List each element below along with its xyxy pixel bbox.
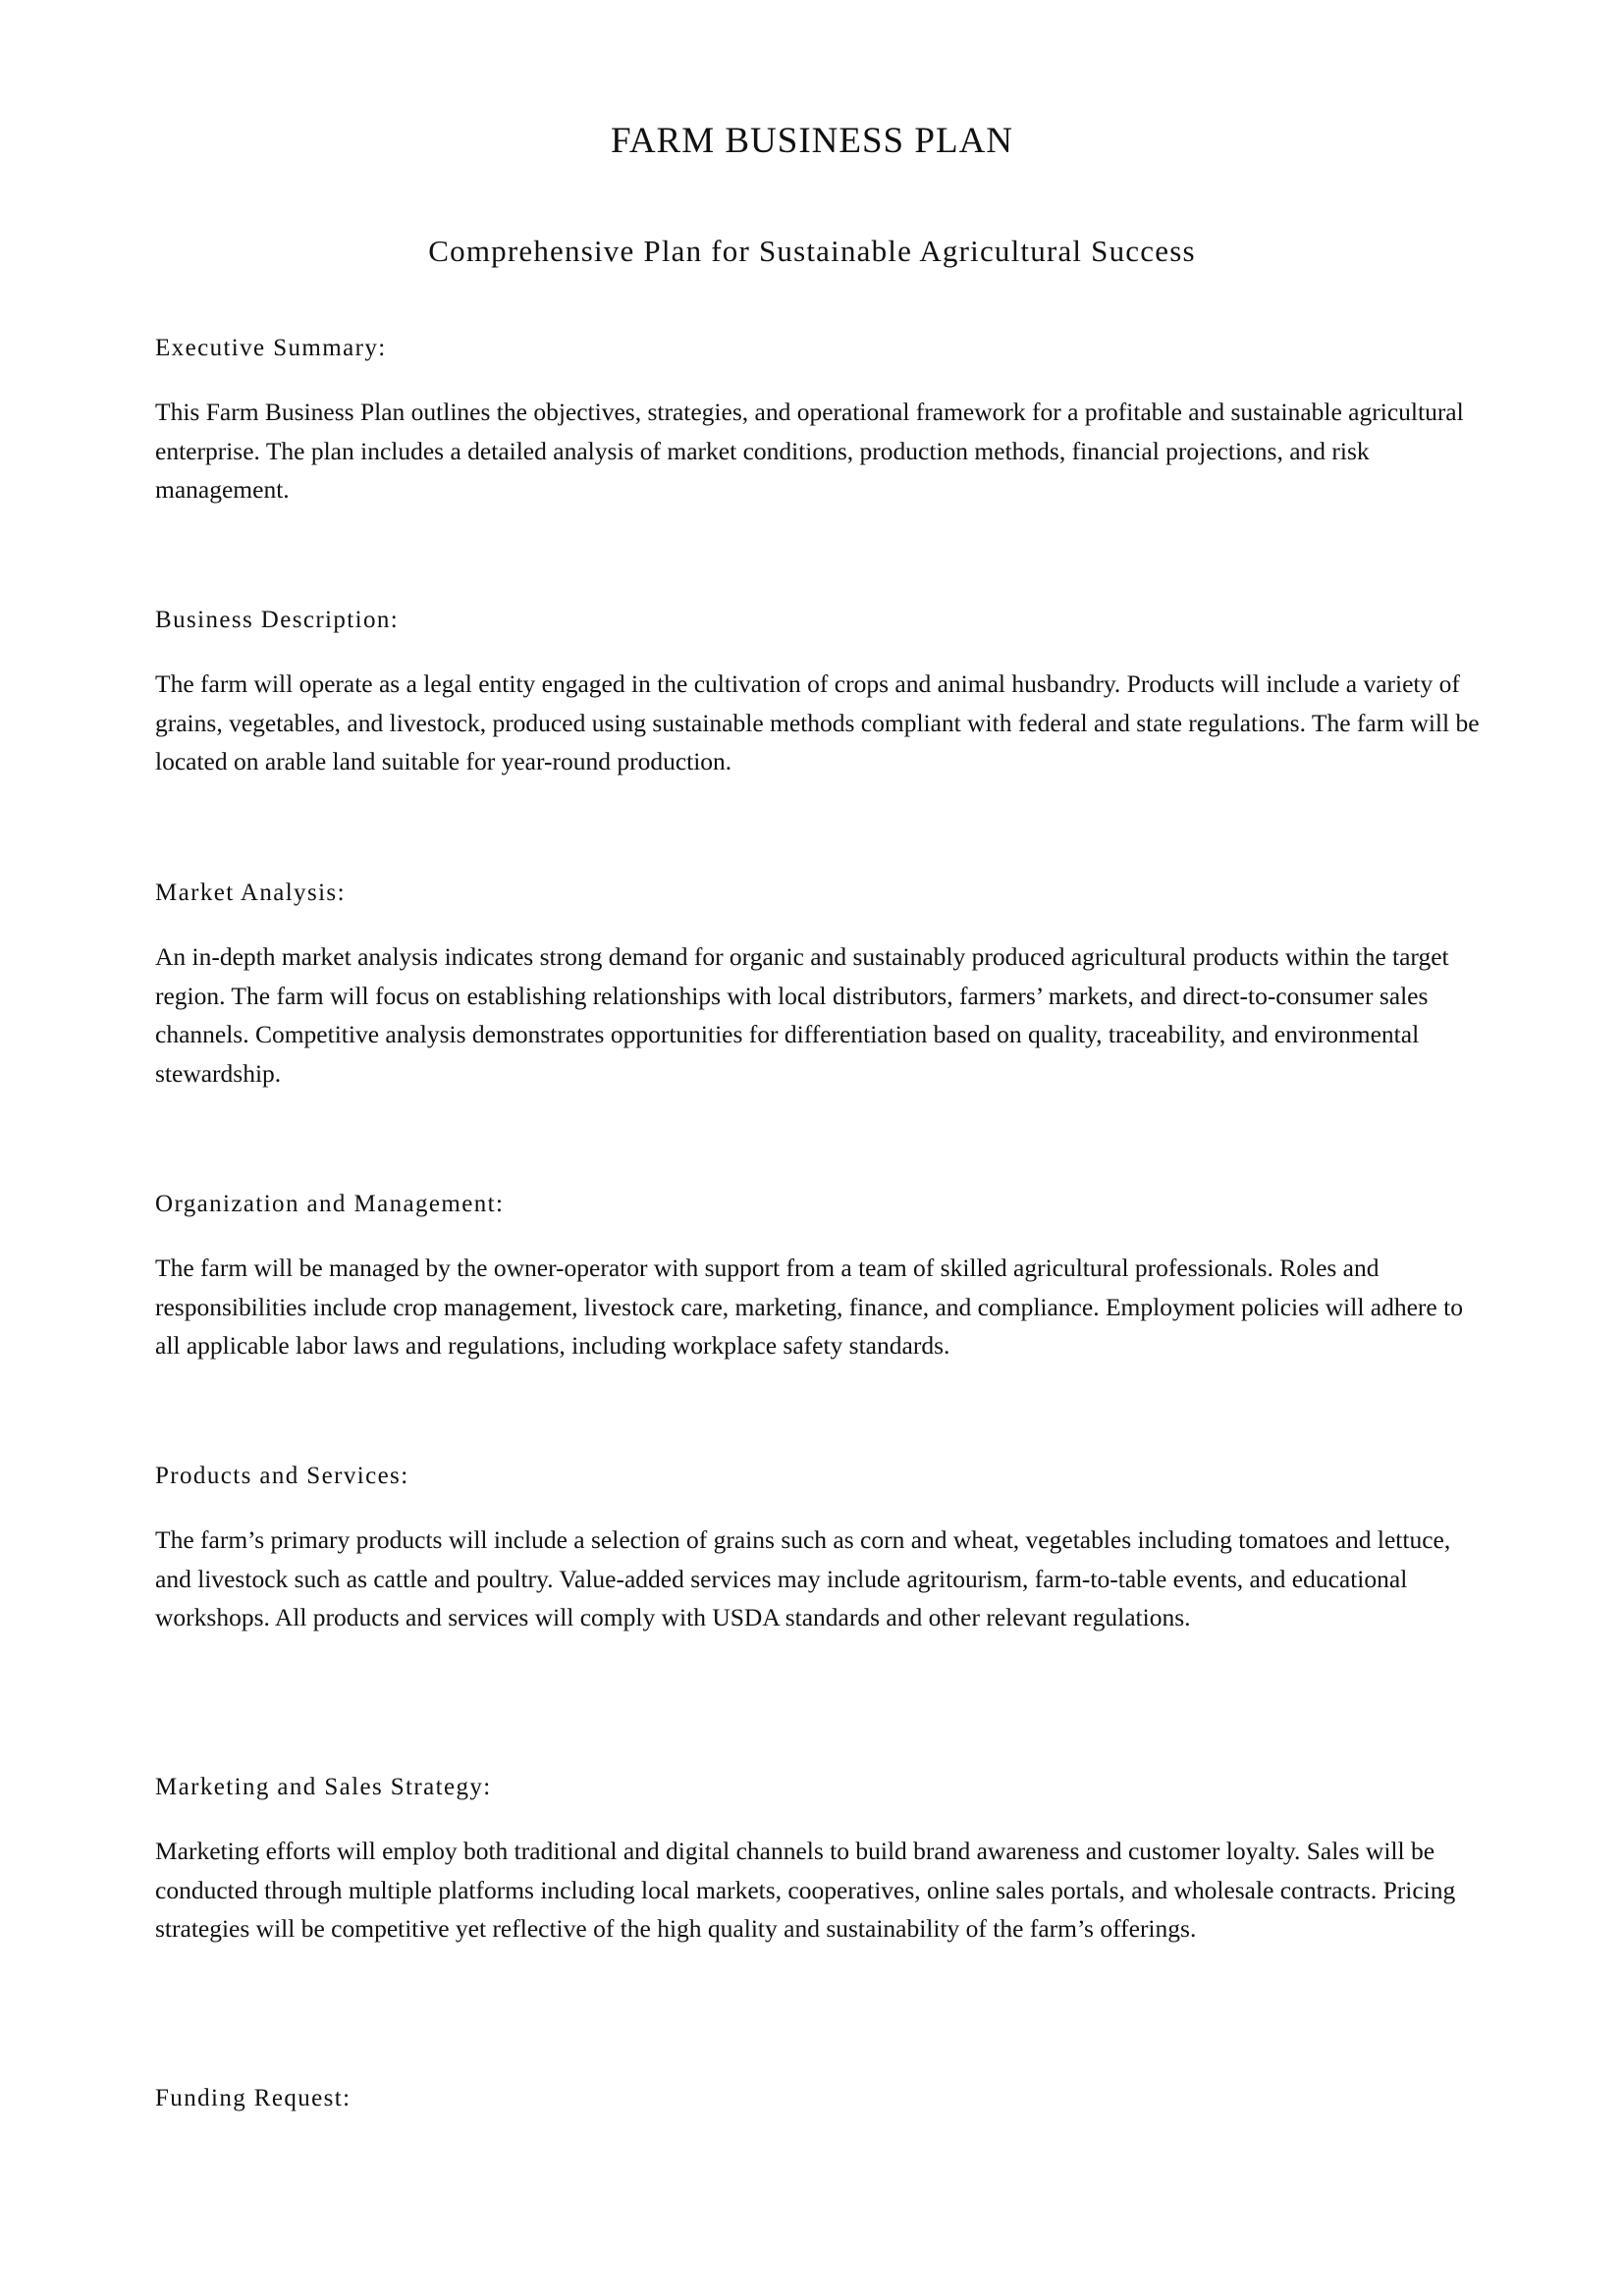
section-funding-request bbox=[155, 2084, 1490, 2143]
section-heading: Business Description: bbox=[155, 607, 400, 633]
section-heading: Funding Request: bbox=[155, 2085, 352, 2111]
document-title: FARM BUSINESS PLAN bbox=[610, 121, 1014, 161]
section-executive-summary bbox=[155, 334, 1490, 509]
section-market-analysis bbox=[155, 879, 1490, 1093]
section-heading: Market Analysis: bbox=[155, 880, 346, 906]
section-body: This Farm Business Plan outlines the objectives, strategies, and operational framework for a profitable and sustainable agricultural enterprise. The plan includes a detailed analysis of market conditions, production methods, financial projections, and risk management. bbox=[155, 398, 1464, 504]
section-body: The farm’s primary products will include a selection of grains such as corn and wheat, vegetables including tomatoes and lettuce, and livestock such as cattle and poultry. Value-added services may include agritourism, farm-to-table events, and educational workshops. All products and services will comply with USDA standards and other relevant regulations. bbox=[155, 1525, 1451, 1631]
document-subtitle: Comprehensive Plan for Sustainable Agricultural Success bbox=[428, 234, 1196, 268]
section-heading: Executive Summary: bbox=[155, 335, 387, 361]
section-body: The farm will operate as a legal entity engaged in the cultivation of crops and animal husbandry. Products will include a variety of grains, vegetables, and livestock, produced using sustainable methods compliant with federal and state regulations. The farm will be located on arable land suitable for year-round production. bbox=[155, 669, 1480, 775]
section-marketing-sales bbox=[155, 1773, 1490, 1949]
section-body: An in-depth market analysis indicates strong demand for organic and sustainably produced agricultural products within the target region. The farm will focus on establishing relationships with local distributors, farmers’ markets, and direct-to-consumer sales channels. Competitive analysis demonstrates opportunities for differentiation based on quality, traceability, and environmental stewardship. bbox=[155, 942, 1449, 1088]
section-heading: Marketing and Sales Strategy: bbox=[155, 1774, 492, 1800]
section-heading: Products and Services: bbox=[155, 1463, 409, 1489]
section-organization-management bbox=[155, 1190, 1490, 1365]
section-products-services bbox=[155, 1462, 1490, 1637]
section-business-description bbox=[155, 606, 1490, 781]
section-body: Marketing efforts will employ both traditional and digital channels to build brand awareness and customer loyalty. Sales will be conducted through multiple platforms including local markets, cooperatives, online sales portals, and wholesale contracts. Pricing strategies will be competitive yet reflective of the high quality and sustainability of the farm’s offerings. bbox=[155, 1837, 1456, 1943]
section-body: The farm will be managed by the owner-operator with support from a team of skilled agricultural professionals. Roles and responsibilities include crop management, livestock care, marketing, finance, and compliance. Employment policies will adhere to all applicable labor laws and regulations, including workplace safety standards. bbox=[155, 1254, 1463, 1360]
section-heading: Organization and Management: bbox=[155, 1191, 505, 1217]
